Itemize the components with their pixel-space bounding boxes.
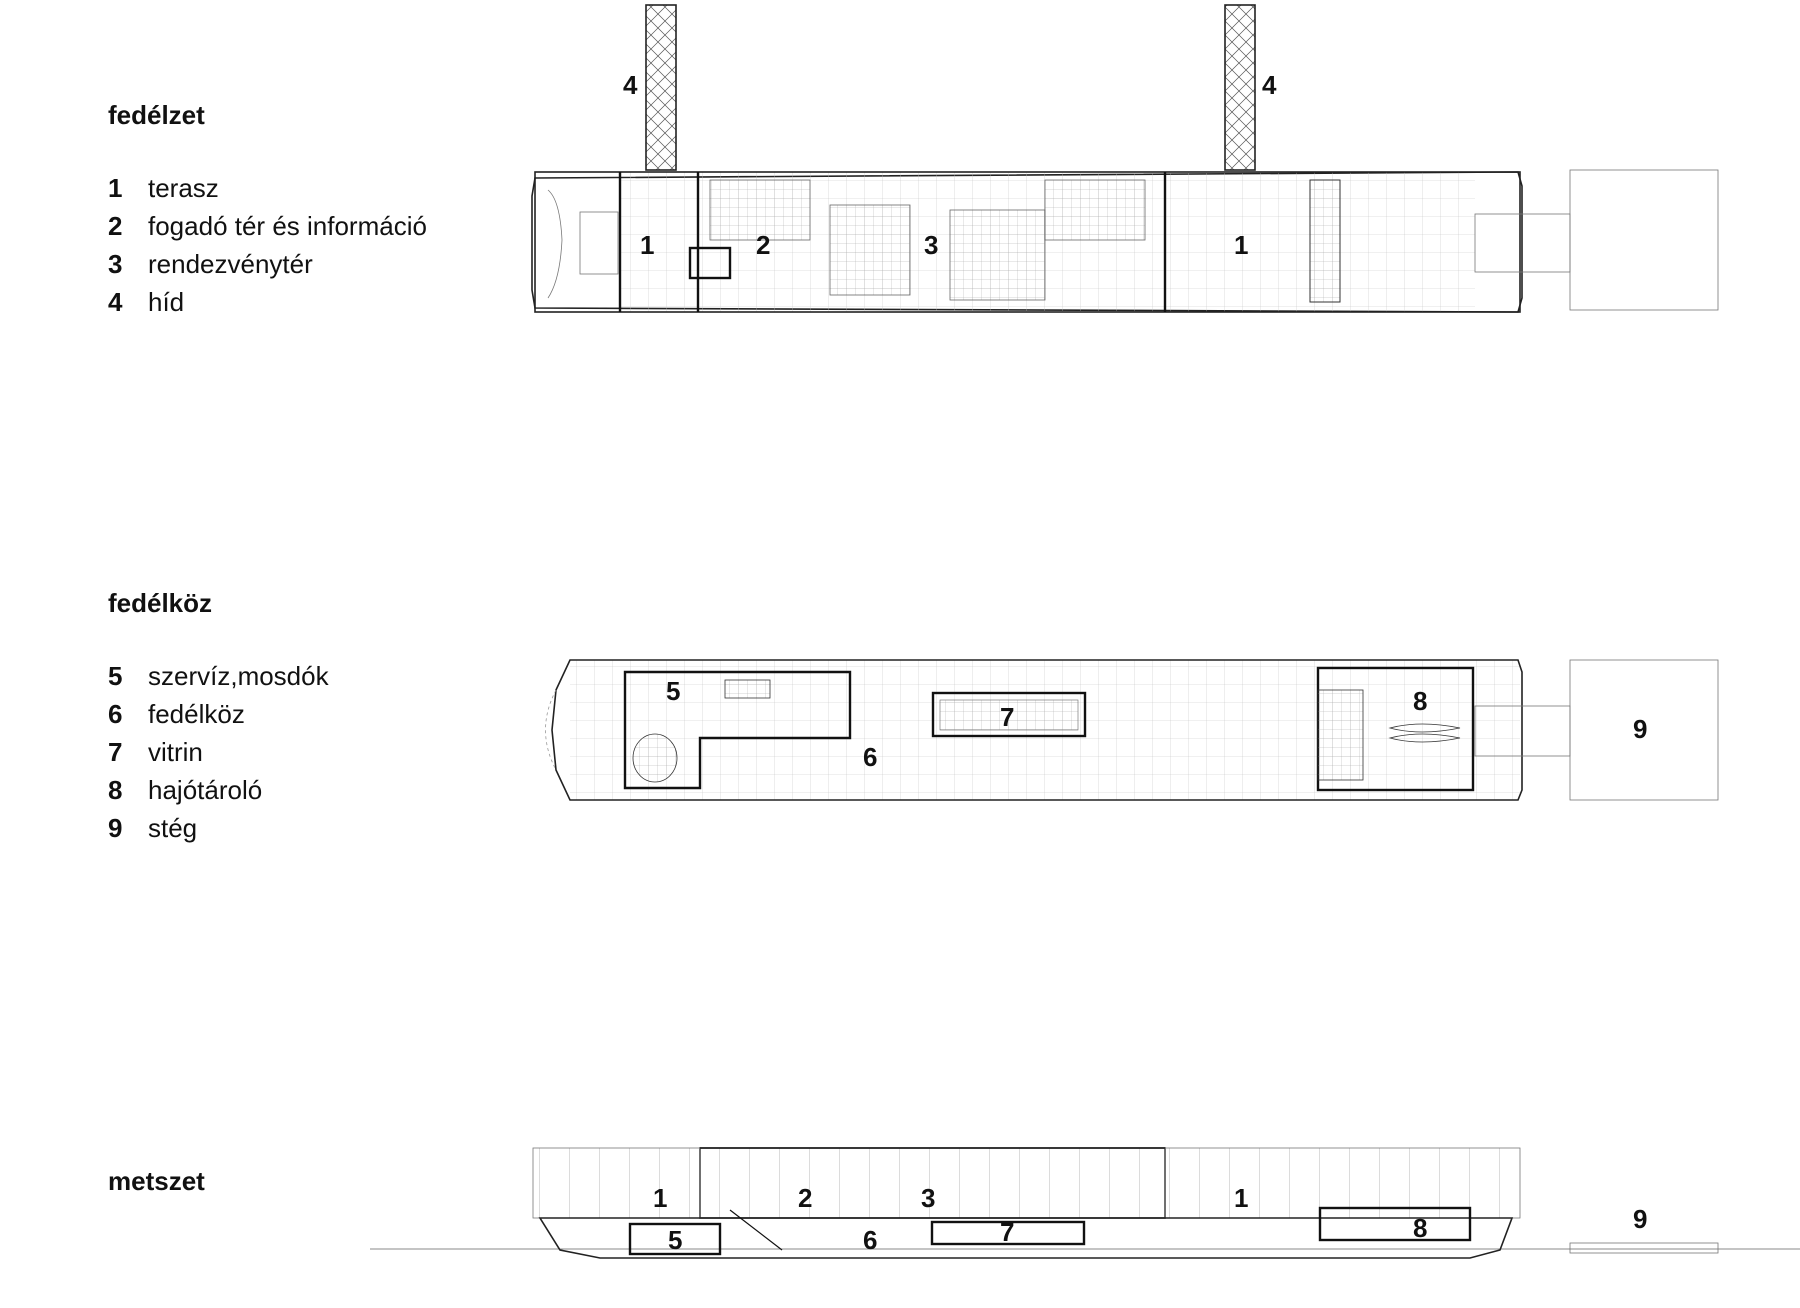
legend-num: 7 [108,737,123,767]
legend-label: rendezvénytér [148,249,313,279]
label-9: 9 [1633,1204,1648,1234]
between-deck-plan [546,660,1719,800]
label-5: 5 [668,1225,683,1255]
legend-label: fogadó tér és információ [148,211,427,241]
legend-title: fedélköz [108,588,213,618]
legend-num: 3 [108,249,123,279]
legend-label: vitrin [148,737,203,767]
label-2: 2 [798,1183,813,1213]
label-3: 3 [921,1183,936,1213]
section-drawing [370,1148,1800,1258]
label-3: 3 [924,230,939,260]
legend-title: fedélzet [108,100,205,130]
legend-label: hajótároló [148,775,263,805]
label-4: 4 [1262,70,1277,100]
legend-num: 2 [108,211,123,241]
label-7: 7 [1000,1217,1015,1247]
legend-num: 8 [108,775,123,805]
label-1: 1 [640,230,655,260]
label-7: 7 [1000,702,1015,732]
legend-label: fedélköz [148,699,245,729]
label-1: 1 [1234,230,1249,260]
label-6: 6 [863,742,878,772]
label-2: 2 [756,230,771,260]
label-8: 8 [1413,686,1428,716]
legend-label: terasz [148,173,219,203]
legend-num: 4 [108,287,123,317]
label-1: 1 [653,1183,668,1213]
legend-label: szervíz,mosdók [148,661,329,691]
bridge-left [646,5,676,170]
legend-num: 9 [108,813,123,843]
legend-num: 5 [108,661,123,691]
label-5: 5 [666,676,681,706]
legend-label: híd [148,287,185,317]
legend-title: metszet [108,1166,205,1196]
label-9: 9 [1633,714,1648,744]
label-1: 1 [1234,1183,1249,1213]
legend-label: stég [148,813,198,843]
bridge-right [1225,5,1255,170]
legend-num: 1 [108,173,123,203]
label-8: 8 [1413,1213,1428,1243]
label-4: 4 [623,70,638,100]
label-6: 6 [863,1225,878,1255]
legend-num: 6 [108,699,123,729]
deck-plan [532,5,1718,312]
